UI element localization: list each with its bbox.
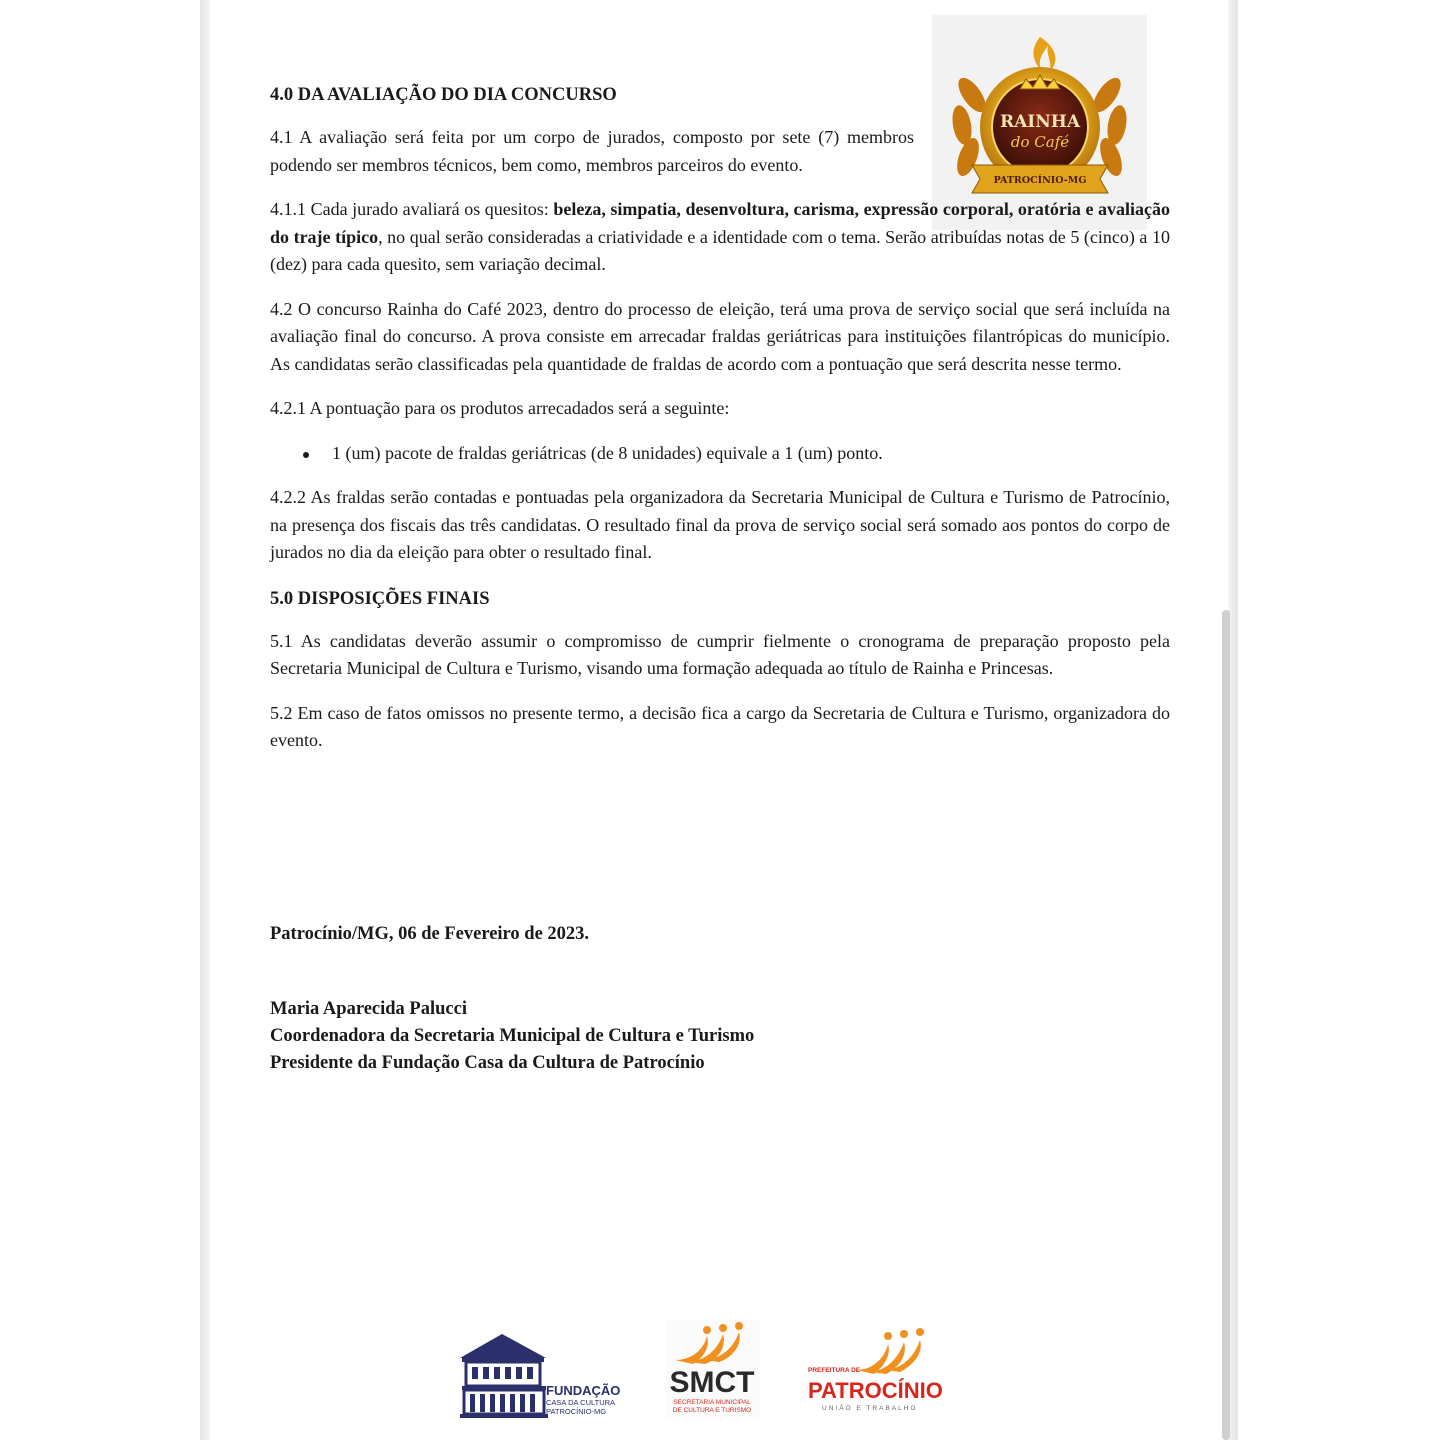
- crest-ribbon: PATROCÍNIO-MG: [993, 175, 1087, 186]
- vertical-scrollbar-thumb[interactable]: [1222, 610, 1230, 1440]
- smct-logo: [665, 1320, 760, 1420]
- crest-title: RAINHA: [999, 112, 1081, 132]
- patro-name: PATROCÍNIO: [808, 1378, 943, 1403]
- document-body: [270, 80, 1170, 772]
- paragraph-4-2: 4.2 O concurso Rainha do Café 2023, dentro do processo de eleição, terá uma prova de serviço social que será incluída na avaliação final do concurso. A prova consiste em arrecadar fraldas geriátricas para instituições filantrópicas do município. As candidatas serão classificadas pela quantidade de fraldas de acordo com a pontuação que será descrita nesse termo.: [270, 298, 1170, 374]
- bullet-list: [270, 440, 1170, 468]
- viewer-gutter-left: [200, 0, 210, 1440]
- smct-sub-2: DE CULTURA E TURISMO: [672, 1407, 752, 1414]
- crest-subtitle: do Café: [1010, 133, 1070, 151]
- signer-name: Maria Aparecida Palucci: [270, 999, 467, 1019]
- paragraph-4-1-1-criteria: beleza, simpatia, desenvoltura, carisma, expressão corporal, oratória e avaliação do traje típico: [270, 199, 1170, 247]
- paragraph-5-2: 5.2 Em caso de fatos omissos no presente termo, a decisão fica a cargo da Secretaria de Cultura e Turismo, organizadora do evento.: [270, 702, 1170, 750]
- fund-line-2: CASA DA CULTURA: [546, 1398, 616, 1407]
- fund-line-3: PATROCÍNIO-MG: [546, 1407, 607, 1416]
- smct-title: SMCT: [669, 1366, 755, 1399]
- bullet-text: 1 (um) pacote de fraldas geriátricas (de 8 unidades) equivale a 1 (um) ponto.: [332, 442, 883, 463]
- footer-logos: [210, 1320, 1228, 1420]
- patro-top-label: PREFEITURA DE: [808, 1367, 861, 1374]
- paragraph-5-1: 5.1 As candidatas deverão assumir o compromisso de cumprir fielmente o cronograma de preparação proposto pela Secretaria Municipal de Cultura e Turismo, visando uma formação adequada ao título de Rainha e Princesas.: [270, 630, 1170, 678]
- section-heading-5: 5.0 DISPOSIÇÕES FINAIS: [270, 588, 490, 609]
- date-line: Patrocínio/MG, 06 de Fevereiro de 2023.: [270, 924, 590, 944]
- signer-role-1: Coordenadora da Secretaria Municipal de Cultura e Turismo: [270, 1026, 755, 1046]
- prefeitura-patrocinio-logo: [808, 1326, 948, 1416]
- patro-slogan: UNIÃO E TRABALHO: [822, 1405, 918, 1412]
- paragraph-4-1-1-lead: 4.1.1 Cada jurado avaliará os quesitos:: [270, 199, 554, 219]
- smct-sub-1: SECRETARIA MUNICIPAL: [673, 1399, 751, 1406]
- paragraph-4-1-1: [270, 196, 1170, 279]
- fundacao-casa-da-cultura-logo: [458, 1332, 628, 1420]
- paragraph-4-1-1-rest: , no qual serão consideradas a criatividade e a identidade com o tema. Serão atribuídas notas de 5 (cinco) a 10 (dez) para cada quesito, sem variação decimal.: [270, 226, 1170, 274]
- section-heading-4: 4.0 DA AVALIAÇÃO DO DIA CONCURSO: [270, 85, 617, 105]
- paragraph-4-2-1: 4.2.1 A pontuação para os produtos arrecadados será a seguinte:: [270, 398, 730, 418]
- paragraph-4-2-2: 4.2.2 As fraldas serão contadas e pontuadas pela organizadora da Secretaria Municipal de Cultura e Turismo de Patrocínio, na presença dos fiscais das três candidatas. O resultado final da prova de serviço social será somado aos pontos do corpo de jurados no dia da eleição para obter o resultado final.: [270, 487, 1170, 562]
- paragraph-4-1: 4.1 A avaliação será feita por um corpo de jurados, composto por sete (7) membros podendo ser membros técnicos, bem como, membros parceiros do evento.: [270, 127, 914, 175]
- fund-line-1: FUNDAÇÃO: [546, 1383, 621, 1398]
- signer-role-2: Presidente da Fundação Casa da Cultura de Patrocínio: [270, 1053, 705, 1073]
- bullet-dot-icon: [303, 452, 309, 458]
- signature-block: [270, 996, 754, 1077]
- list-item: [270, 440, 1170, 468]
- document-page: [210, 0, 1228, 1440]
